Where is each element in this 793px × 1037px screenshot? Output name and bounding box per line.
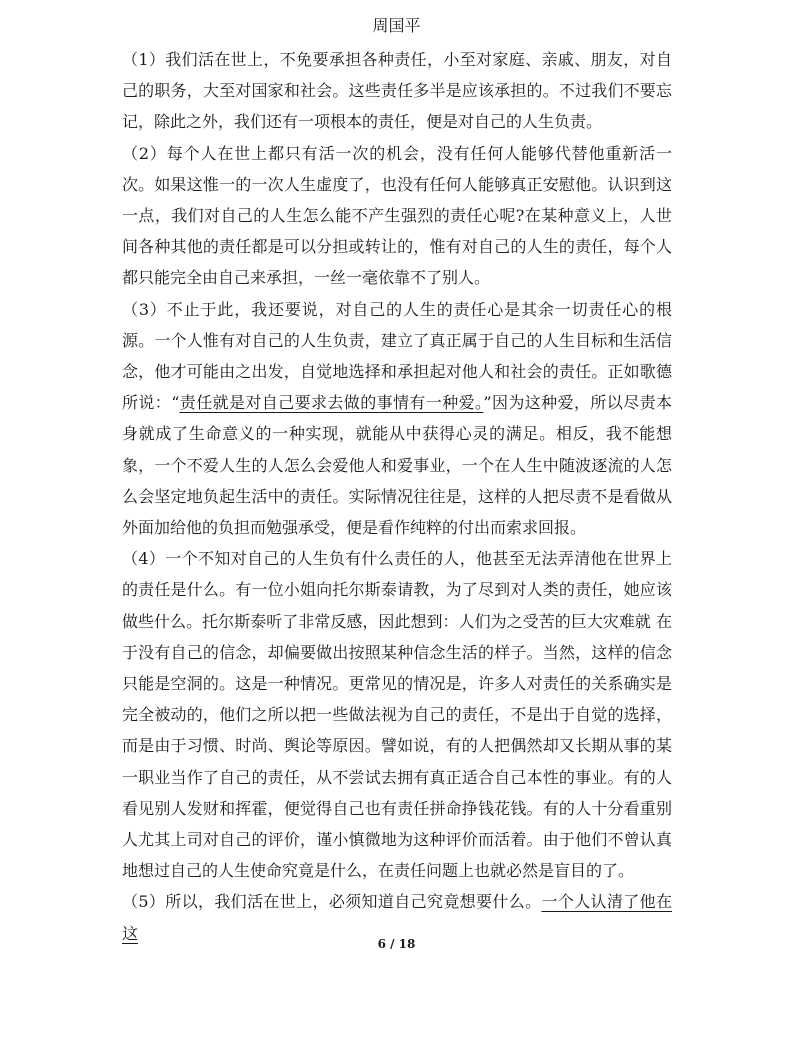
- paragraph-2: [122, 138, 672, 294]
- paragraph-3: [122, 294, 672, 544]
- author-name: 周国平: [372, 16, 421, 35]
- article-body: [122, 44, 672, 949]
- underlined-quote: 责任就是对自己要求去做的事情有一种爱。: [179, 393, 484, 413]
- paragraph-1: [122, 44, 672, 138]
- page-number: 6 / 18: [377, 937, 416, 951]
- underlined-sentence: 一个人认清了他在这: [122, 892, 672, 943]
- paragraph-text: （4）一个不知对自己的人生负有什么责任的人，他甚至无法弄清他在世界上的责任是什么。有一位小姐向托尔斯泰请教，为了尽到对人类的责任，她应该做些什么。托尔斯泰听了非常反感，因此想到：人们为之受苦的巨大灾难就 在于没有自己的信念，却偏要做出按照某种信念生活的样子。当然，这样的信念只能是空洞的。这是一种情况。更常见的情况是，许多人对责任的关系确实是完全被动的，他们之所以把一些做法视为自己的责任，不是出于自觉的选择，而是由于习惯、时尚、舆论等原因。譬如说，有的人把偶然却又长期从事的某一职业当作了自己的责任，从不尝试去拥有真正适合自己本性的事业。有的人看见别人发财和挥霍，便觉得自己也有责任拼命挣钱花钱。有的人十分看重别人尤其上司对自己的评价，谨小慎微地为这种评价而活着。由于他们不曾认真地想过自己的人生使命究竟是什么，在责任问题上也就必然是盲目的了。: [122, 549, 672, 881]
- paragraph-4: [122, 543, 672, 886]
- paragraph-text-continued: ”因为这种爱，所以尽责本身就成了生命意义的一种实现，就能从中获得心灵的满足。相反，我不能想象，一个不爱人生的人怎么会爱他人和爱事业，一个在人生中随波逐流的人怎么会坚定地负起生活中的责任。实际情况往往是，这样的人把尽责不是看做从外面加给他的负担而勉强承受，便是看作纯粹的付出而索求回报。: [122, 393, 672, 538]
- paragraph-text: （1）我们活在世上，不免要承担各种责任，小至对家庭、亲戚、朋友，对自己的职务，大至对国家和社会。这些责任多半是应该承担的。不过我们不要忘记，除此之外，我们还有一项根本的责任，便是对自己的人生负责。: [122, 50, 672, 132]
- paragraph-text: （5）所以，我们活在世上，必须知道自己究竟想要什么。: [122, 892, 542, 912]
- paragraph-text: （2）每个人在世上都只有活一次的机会，没有任何人能够代替他重新活一次。如果这惟一的一次人生虚度了，也没有任何人能够真正安慰他。认识到这一点，我们对自己的人生怎么能不产生强烈的责任心呢?在某种意义上，人世间各种其他的责任都是可以分担或转让的，惟有对自己的人生的责任，每个人都只能完全由自己来承担，一丝一毫依靠不了别人。: [122, 143, 672, 288]
- paragraph-text: （3）不止于此，我还要说，对自己的人生的责任心是其余一切责任心的根源。一个人惟有对自己的人生负责，建立了真正属于自己的人生目标和生活信念，他才可能由之出发，自觉地选择和承担起对他人和社会的责任。正如歌德所说：“: [122, 299, 672, 413]
